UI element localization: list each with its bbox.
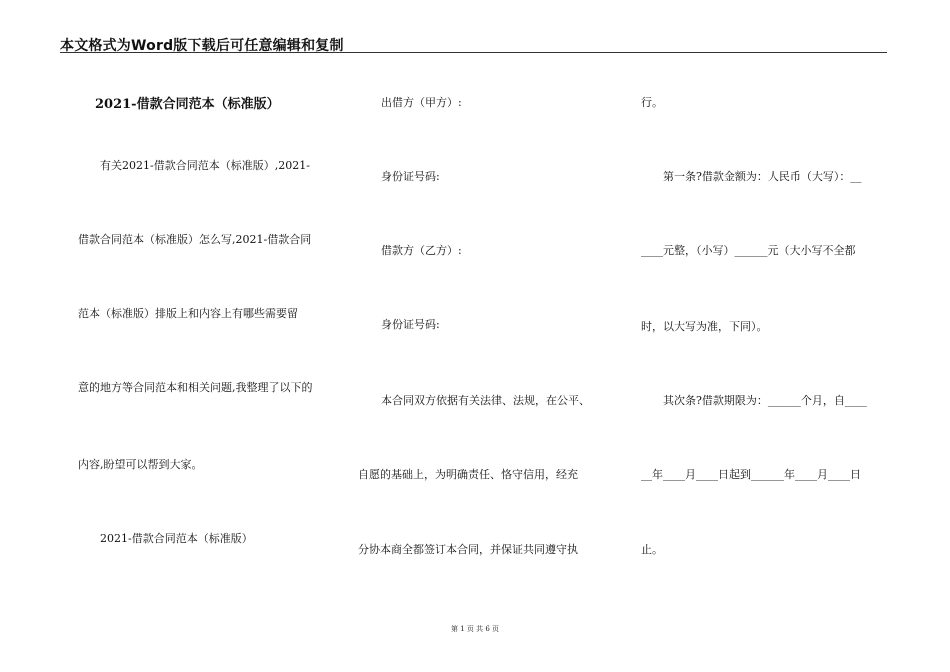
col2-line-5: 本合同双方依据有关法律、法规，在公平、 (381, 394, 590, 407)
header-banner: 本文格式为Word版下载后可任意编辑和复制 (60, 38, 344, 54)
col3-line-6: __年____月____日起到______年____月____日 (641, 468, 861, 481)
col3-line-4: 时，以大写为准，下同）。 (641, 320, 768, 333)
col2-line-2: 身份证号码: (381, 170, 440, 183)
col2-line-6: 自愿的基础上，为明确责任、恪守信用，经充 (358, 468, 578, 481)
col3-line-5: 其次条?借款期限为：______个月，自____ (663, 394, 867, 407)
col2-line-7: 分协本商全都签订本合同，并保证共同遵守执 (358, 543, 578, 556)
col3-line-2: 第一条?借款金额为：人民币（大写）：__ (663, 170, 862, 183)
col1-line-4: 意的地方等合同范本和相关问题,我整理了以下的 (78, 381, 313, 394)
col3-line-1: 行。 (641, 96, 663, 109)
col3-line-7: 止。 (641, 543, 663, 556)
col3-line-3: ____元整，（小写）______元（大小写不全都 (641, 244, 856, 257)
col1-line-6: 2021-借款合同范本（标准版） (100, 532, 253, 545)
col1-line-5: 内容,盼望可以帮到大家。 (78, 458, 203, 471)
col1-line-3: 范本（标准版）排版上和内容上有哪些需要留 (78, 307, 298, 320)
col2-line-4: 身份证号码: (381, 318, 440, 331)
col1-line-2: 借款合同范本（标准版）怎么写,2021-借款合同 (78, 233, 312, 246)
col2-line-3: 借款方（乙方）: (381, 244, 462, 257)
col1-line-1: 有关2021-借款合同范本（标准版）,2021- (100, 159, 310, 172)
document-title: 2021-借款合同范本（标准版） (95, 97, 280, 112)
header-rule (60, 52, 887, 53)
col2-line-1: 出借方（甲方）: (381, 96, 462, 109)
page-number: 第 1 页 共 6 页 (450, 625, 500, 633)
